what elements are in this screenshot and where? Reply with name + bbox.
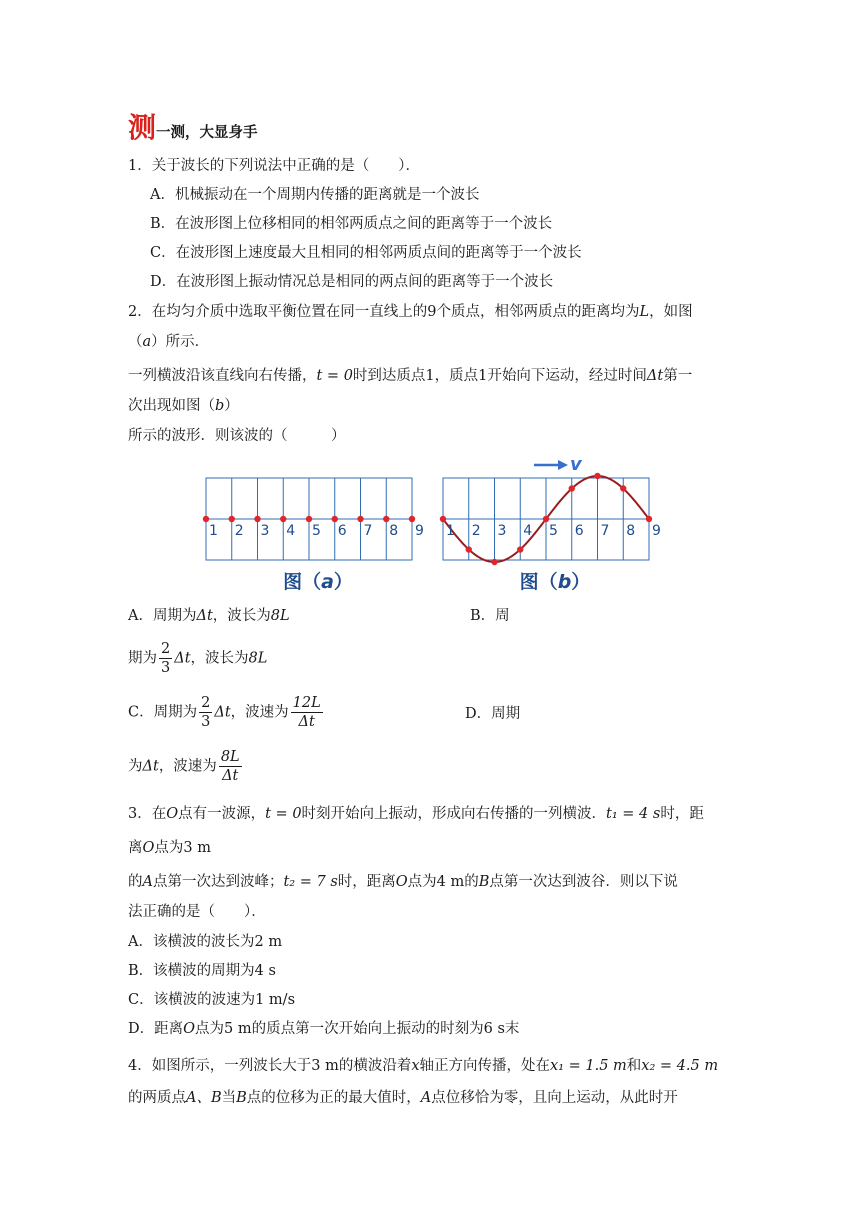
medium-point [357,516,363,522]
medium-point [280,516,286,522]
wave-point [466,546,472,552]
medium-point [332,516,338,522]
figure-a-tick-label: 4 [286,523,296,539]
medium-point [383,516,389,522]
figure-b-tick-label: 2 [471,523,481,539]
q2-option-d-cont: 为Δt，波速为 $\frac{8L}{\Delta t}$ [128,749,240,784]
q3-option-b: B．该横波的周期为4 s [128,963,276,979]
figure-a-tick-label: 1 [209,523,218,539]
wave-point [543,516,549,522]
figure-a-tick-label: 2 [234,523,244,539]
section-heading-char: 测 [128,111,157,144]
figure-b-tick-label: 4 [523,523,533,539]
q3-stem-line4: 法正确的是（ ）． [128,904,266,920]
wave-point [569,485,575,491]
figure-a-tick-label: 6 [337,523,347,539]
wave-point [440,516,446,522]
q1-option-b: B．在波形图上位移相同的相邻两质点之间的距离等于一个波长 [150,216,553,232]
section-heading-text: 一测，大显身手 [156,125,258,141]
wave-figure [196,450,676,600]
figure-b [440,473,661,565]
q3-option-c: C．该横波的波速为1 m/s [128,992,296,1008]
q3-option-d: D．距离O点为5 m的质点第一次开始向上振动的时刻为6 s末 [128,1021,520,1037]
velocity-arrow [534,454,583,475]
q1-option-a: A．机械振动在一个周期内传播的距离就是一个波长 [150,187,480,203]
figure-b-tick-label: 8 [626,523,636,539]
medium-point [229,516,235,522]
figure-b-caption: 图（b） [519,571,591,593]
q3-stem-line3: 的A点第一次达到波峰；t₂ = 7 s时，距离O点为4 m的B点第一次达到波谷．则以下说 [128,874,678,890]
q1-option-c: C．在波形图上速度最大且相同的相邻两质点间的距离等于一个波长 [150,245,582,261]
section-heading [128,106,258,146]
figure-b-tick-label: 1 [446,523,455,539]
q4-stem-line2: 的两质点A、B当B点的位移为正的最大值时，A点位移恰为零，且向上运动，从此时开 [128,1090,678,1106]
wave-point [620,485,626,491]
medium-point [306,516,312,522]
wave-point [646,516,652,522]
q2-stem-line4: 次出现如图（b） [128,398,239,414]
figure-b-tick-label: 7 [600,523,610,539]
q3-stem-line1: 3．在O点有一波源，t = 0时刻开始向上振动，形成向右传播的一列横波．t₁ = 4 s时，距 [128,806,704,822]
wave-point [491,559,497,565]
q2-stem-line2: （a）所示． [128,334,210,350]
q2-option-c: C．周期为 $\frac{2}{3}$ Δt，波速为 $\frac{12L}{\Delta t}$ [128,695,321,730]
q2-option-b: B．周 [470,608,510,624]
q2-stem-line3: 一列横波沿该直线向右传播，t = 0时到达质点1，质点1开始向下运动，经过时间Δt第一 [128,368,693,384]
figure-a-tick-label: 7 [363,523,373,539]
figure-b-tick-label: 3 [497,523,507,539]
figure-b-tick-label: 5 [549,523,558,539]
figure-a-caption: 图（a） [283,571,353,593]
figure-a-tick-label: 8 [389,523,399,539]
velocity-label: v [570,454,582,475]
q4-stem-line1: 4．如图所示，一列波长大于3 m的横波沿着x轴正方向传播，处在x₁ = 1.5 m和x₂ = 4.5 m [128,1058,719,1074]
q1-option-d: D．在波形图上振动情况总是相同的两点间的距离等于一个波长 [150,274,554,290]
q2-option-d: D．周期 [465,706,521,722]
figure-a-tick-label: 9 [415,523,424,539]
figure-b-tick-label: 9 [652,523,661,539]
figure-a-tick-label: 3 [260,523,270,539]
wave-point [517,546,523,552]
q1-stem: 1．关于波长的下列说法中正确的是（ ）． [128,158,420,174]
medium-point [254,516,260,522]
q3-option-a: A．该横波的波长为2 m [128,934,283,950]
q3-stem-line2: 离O点为3 m [128,840,211,856]
q2-option-a: A．周期为Δt，波长为8L [128,608,290,624]
q2-option-b-cont: 期为 $\frac{2}{3}$ Δt，波长为8L [128,641,268,676]
q2-stem-line1: 2．在均匀介质中选取平衡位置在同一直线上的9个质点，相邻两质点的距离均为L，如图 [128,304,693,320]
q2-stem-line5: 所示的波形．则该波的（ ） [128,428,346,444]
medium-point [203,516,209,522]
figure-b-tick-label: 6 [574,523,584,539]
figure-a-tick-label: 5 [312,523,321,539]
figure-a [203,478,424,560]
medium-point [409,516,415,522]
wave-point [594,473,600,479]
